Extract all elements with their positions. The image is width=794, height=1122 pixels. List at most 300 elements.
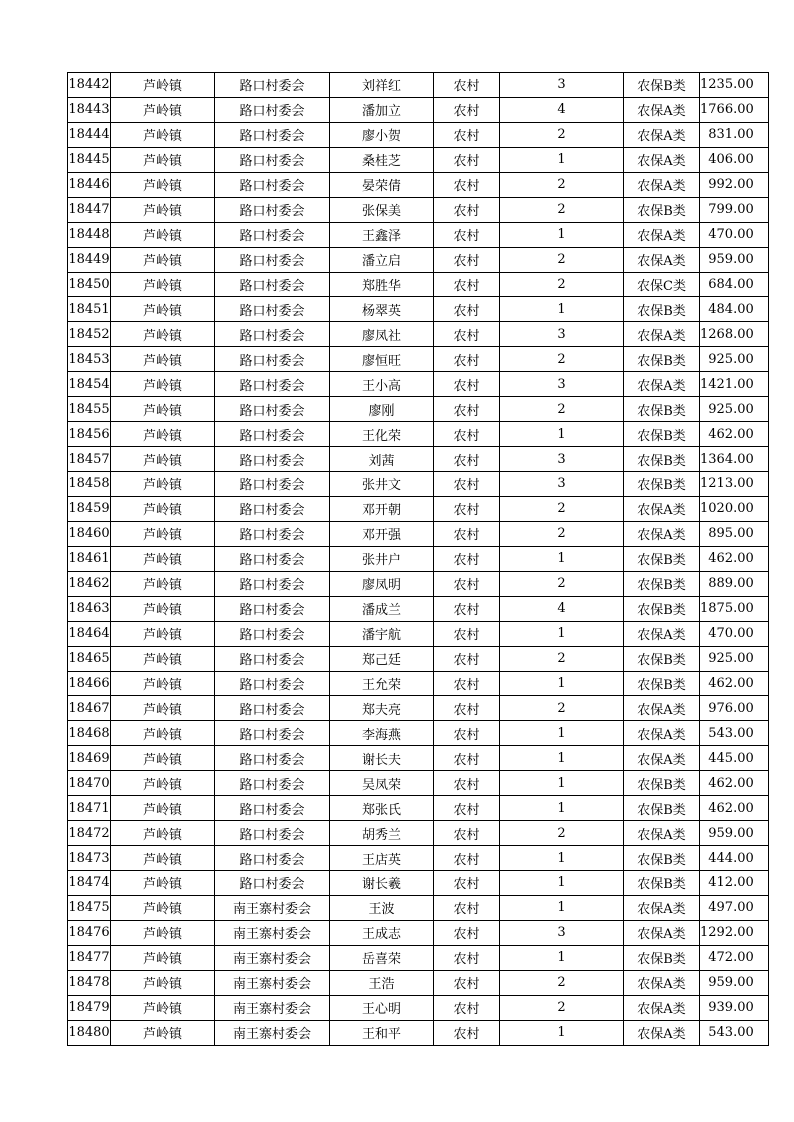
amount-cell: 1292.00: [700, 920, 769, 945]
record-number: 18479: [68, 995, 111, 1020]
table-row: [68, 621, 769, 646]
table-row: [68, 796, 769, 821]
table-row: [68, 397, 769, 422]
record-number: 18453: [68, 347, 111, 372]
amount-cell: 484.00: [700, 297, 769, 322]
name-cell: 廖小贺: [330, 122, 434, 147]
name-cell: 岳喜荣: [330, 945, 434, 970]
name-cell: 谢长羲: [330, 871, 434, 896]
record-number: 18476: [68, 920, 111, 945]
village-committee-cell: 路口村委会: [215, 97, 330, 122]
insurance-category-cell: 农保B类: [624, 73, 700, 98]
table-row: [68, 422, 769, 447]
household-type-cell: 农村: [434, 846, 500, 871]
table-row: [68, 571, 769, 596]
table-row: [68, 995, 769, 1020]
record-number: 18471: [68, 796, 111, 821]
amount-cell: 889.00: [700, 571, 769, 596]
record-number: 18444: [68, 122, 111, 147]
insurance-category-cell: 农保A类: [624, 372, 700, 397]
insurance-category-cell: 农保A类: [624, 122, 700, 147]
household-type-cell: 农村: [434, 771, 500, 796]
amount-cell: 959.00: [700, 821, 769, 846]
record-number: 18464: [68, 621, 111, 646]
table-row: [68, 945, 769, 970]
village-committee-cell: 路口村委会: [215, 696, 330, 721]
household-type-cell: 农村: [434, 322, 500, 347]
household-type-cell: 农村: [434, 995, 500, 1020]
name-cell: 李海燕: [330, 721, 434, 746]
village-committee-cell: 路口村委会: [215, 621, 330, 646]
amount-cell: 472.00: [700, 945, 769, 970]
household-type-cell: 农村: [434, 222, 500, 247]
table-row: [68, 172, 769, 197]
household-size-cell: 1: [500, 796, 624, 821]
record-number: 18455: [68, 397, 111, 422]
insurance-category-cell: 农保B类: [624, 447, 700, 472]
town-cell: 芦岭镇: [111, 995, 215, 1020]
name-cell: 郑张氏: [330, 796, 434, 821]
household-type-cell: 农村: [434, 821, 500, 846]
village-committee-cell: 南王寨村委会: [215, 945, 330, 970]
household-type-cell: 农村: [434, 796, 500, 821]
household-size-cell: 1: [500, 846, 624, 871]
town-cell: 芦岭镇: [111, 172, 215, 197]
record-number: 18477: [68, 945, 111, 970]
name-cell: 郑夫亮: [330, 696, 434, 721]
amount-cell: 939.00: [700, 995, 769, 1020]
village-committee-cell: 路口村委会: [215, 596, 330, 621]
insurance-category-cell: 农保A类: [624, 172, 700, 197]
household-type-cell: 农村: [434, 895, 500, 920]
town-cell: 芦岭镇: [111, 796, 215, 821]
record-number: 18473: [68, 846, 111, 871]
insurance-category-cell: 农保A类: [624, 147, 700, 172]
table-row: [68, 846, 769, 871]
name-cell: 王化荣: [330, 422, 434, 447]
town-cell: 芦岭镇: [111, 247, 215, 272]
record-number: 18462: [68, 571, 111, 596]
insurance-category-cell: 农保A类: [624, 895, 700, 920]
insurance-category-cell: 农保A类: [624, 97, 700, 122]
name-cell: 邓开朝: [330, 496, 434, 521]
household-type-cell: 农村: [434, 422, 500, 447]
household-type-cell: 农村: [434, 147, 500, 172]
household-size-cell: 2: [500, 397, 624, 422]
amount-cell: 1213.00: [700, 472, 769, 497]
town-cell: 芦岭镇: [111, 945, 215, 970]
name-cell: 王鑫泽: [330, 222, 434, 247]
village-committee-cell: 南王寨村委会: [215, 895, 330, 920]
household-size-cell: 2: [500, 197, 624, 222]
name-cell: 张保美: [330, 197, 434, 222]
name-cell: 廖凤明: [330, 571, 434, 596]
amount-cell: 445.00: [700, 746, 769, 771]
household-size-cell: 3: [500, 447, 624, 472]
name-cell: 刘祥红: [330, 73, 434, 98]
household-size-cell: 3: [500, 372, 624, 397]
insurance-category-cell: 农保A类: [624, 970, 700, 995]
record-number: 18467: [68, 696, 111, 721]
household-size-cell: 1: [500, 422, 624, 447]
village-committee-cell: 南王寨村委会: [215, 995, 330, 1020]
record-number: 18454: [68, 372, 111, 397]
amount-cell: 799.00: [700, 197, 769, 222]
insurance-category-cell: 农保A类: [624, 247, 700, 272]
village-committee-cell: 路口村委会: [215, 422, 330, 447]
town-cell: 芦岭镇: [111, 821, 215, 846]
household-type-cell: 农村: [434, 122, 500, 147]
town-cell: 芦岭镇: [111, 596, 215, 621]
town-cell: 芦岭镇: [111, 895, 215, 920]
town-cell: 芦岭镇: [111, 920, 215, 945]
amount-cell: 895.00: [700, 521, 769, 546]
household-type-cell: 农村: [434, 571, 500, 596]
household-type-cell: 农村: [434, 297, 500, 322]
table-row: [68, 696, 769, 721]
household-size-cell: 1: [500, 546, 624, 571]
record-number: 18472: [68, 821, 111, 846]
table-row: [68, 197, 769, 222]
town-cell: 芦岭镇: [111, 496, 215, 521]
name-cell: 桑桂芝: [330, 147, 434, 172]
village-committee-cell: 路口村委会: [215, 122, 330, 147]
town-cell: 芦岭镇: [111, 197, 215, 222]
insurance-category-cell: 农保B类: [624, 347, 700, 372]
amount-cell: 462.00: [700, 771, 769, 796]
town-cell: 芦岭镇: [111, 646, 215, 671]
insurance-category-cell: 农保A类: [624, 920, 700, 945]
table-row: [68, 1020, 769, 1045]
insurance-category-cell: 农保B类: [624, 596, 700, 621]
amount-cell: 925.00: [700, 347, 769, 372]
name-cell: 王成志: [330, 920, 434, 945]
household-type-cell: 农村: [434, 646, 500, 671]
village-committee-cell: 路口村委会: [215, 646, 330, 671]
record-number: 18465: [68, 646, 111, 671]
amount-cell: 444.00: [700, 846, 769, 871]
village-committee-cell: 路口村委会: [215, 372, 330, 397]
record-number: 18461: [68, 546, 111, 571]
household-size-cell: 3: [500, 322, 624, 347]
name-cell: 廖刚: [330, 397, 434, 422]
table-row: [68, 322, 769, 347]
household-size-cell: 4: [500, 97, 624, 122]
table-row: [68, 496, 769, 521]
name-cell: 胡秀兰: [330, 821, 434, 846]
name-cell: 晏荣倩: [330, 172, 434, 197]
name-cell: 潘立启: [330, 247, 434, 272]
household-size-cell: 2: [500, 646, 624, 671]
table-row: [68, 771, 769, 796]
insurance-category-cell: 农保A类: [624, 995, 700, 1020]
household-size-cell: 1: [500, 721, 624, 746]
town-cell: 芦岭镇: [111, 571, 215, 596]
village-committee-cell: 路口村委会: [215, 771, 330, 796]
town-cell: 芦岭镇: [111, 297, 215, 322]
household-type-cell: 农村: [434, 1020, 500, 1045]
household-type-cell: 农村: [434, 546, 500, 571]
village-committee-cell: 路口村委会: [215, 73, 330, 98]
table-row: [68, 871, 769, 896]
insurance-category-cell: 农保B类: [624, 546, 700, 571]
name-cell: 潘成兰: [330, 596, 434, 621]
household-size-cell: 2: [500, 521, 624, 546]
record-number: 18448: [68, 222, 111, 247]
table-row: [68, 122, 769, 147]
insurance-category-cell: 农保B类: [624, 422, 700, 447]
name-cell: 王心明: [330, 995, 434, 1020]
table-row: [68, 247, 769, 272]
household-type-cell: 农村: [434, 172, 500, 197]
household-size-cell: 2: [500, 571, 624, 596]
table-row: [68, 73, 769, 98]
town-cell: 芦岭镇: [111, 846, 215, 871]
records-table: [67, 72, 769, 1046]
village-committee-cell: 路口村委会: [215, 521, 330, 546]
town-cell: 芦岭镇: [111, 422, 215, 447]
village-committee-cell: 路口村委会: [215, 871, 330, 896]
village-committee-cell: 路口村委会: [215, 247, 330, 272]
town-cell: 芦岭镇: [111, 397, 215, 422]
town-cell: 芦岭镇: [111, 222, 215, 247]
town-cell: 芦岭镇: [111, 73, 215, 98]
record-number: 18445: [68, 147, 111, 172]
table-row: [68, 821, 769, 846]
town-cell: 芦岭镇: [111, 1020, 215, 1045]
name-cell: 张井文: [330, 472, 434, 497]
record-number: 18470: [68, 771, 111, 796]
household-type-cell: 农村: [434, 920, 500, 945]
insurance-category-cell: 农保B类: [624, 945, 700, 970]
household-type-cell: 农村: [434, 472, 500, 497]
table-row: [68, 596, 769, 621]
town-cell: 芦岭镇: [111, 521, 215, 546]
town-cell: 芦岭镇: [111, 671, 215, 696]
amount-cell: 462.00: [700, 546, 769, 571]
village-committee-cell: 路口村委会: [215, 172, 330, 197]
amount-cell: 959.00: [700, 970, 769, 995]
table-row: [68, 671, 769, 696]
table-row: [68, 447, 769, 472]
household-size-cell: 1: [500, 746, 624, 771]
name-cell: 郑胜华: [330, 272, 434, 297]
household-size-cell: 1: [500, 871, 624, 896]
record-number: 18475: [68, 895, 111, 920]
village-committee-cell: 路口村委会: [215, 546, 330, 571]
insurance-category-cell: 农保A类: [624, 1020, 700, 1045]
amount-cell: 406.00: [700, 147, 769, 172]
amount-cell: 1020.00: [700, 496, 769, 521]
village-committee-cell: 路口村委会: [215, 347, 330, 372]
record-number: 18466: [68, 671, 111, 696]
village-committee-cell: 路口村委会: [215, 796, 330, 821]
table-row: [68, 521, 769, 546]
insurance-category-cell: 农保A类: [624, 696, 700, 721]
name-cell: 王小高: [330, 372, 434, 397]
town-cell: 芦岭镇: [111, 147, 215, 172]
name-cell: 谢长夫: [330, 746, 434, 771]
household-size-cell: 2: [500, 970, 624, 995]
record-number: 18463: [68, 596, 111, 621]
amount-cell: 1235.00: [700, 73, 769, 98]
village-committee-cell: 路口村委会: [215, 222, 330, 247]
village-committee-cell: 路口村委会: [215, 846, 330, 871]
town-cell: 芦岭镇: [111, 447, 215, 472]
village-committee-cell: 路口村委会: [215, 721, 330, 746]
insurance-category-cell: 农保B类: [624, 671, 700, 696]
amount-cell: 684.00: [700, 272, 769, 297]
household-type-cell: 农村: [434, 372, 500, 397]
village-committee-cell: 路口村委会: [215, 472, 330, 497]
town-cell: 芦岭镇: [111, 621, 215, 646]
household-size-cell: 3: [500, 472, 624, 497]
village-committee-cell: 路口村委会: [215, 571, 330, 596]
insurance-category-cell: 农保B类: [624, 197, 700, 222]
record-number: 18452: [68, 322, 111, 347]
record-number: 18447: [68, 197, 111, 222]
household-type-cell: 农村: [434, 671, 500, 696]
table-row: [68, 272, 769, 297]
household-size-cell: 4: [500, 596, 624, 621]
household-type-cell: 农村: [434, 197, 500, 222]
village-committee-cell: 路口村委会: [215, 297, 330, 322]
town-cell: 芦岭镇: [111, 871, 215, 896]
name-cell: 吴凤荣: [330, 771, 434, 796]
amount-cell: 543.00: [700, 1020, 769, 1045]
amount-cell: 976.00: [700, 696, 769, 721]
town-cell: 芦岭镇: [111, 372, 215, 397]
household-size-cell: 1: [500, 671, 624, 696]
insurance-category-cell: 农保B类: [624, 472, 700, 497]
insurance-category-cell: 农保C类: [624, 272, 700, 297]
household-size-cell: 2: [500, 696, 624, 721]
record-number: 18469: [68, 746, 111, 771]
table-row: [68, 97, 769, 122]
town-cell: 芦岭镇: [111, 546, 215, 571]
record-number: 18478: [68, 970, 111, 995]
record-number: 18456: [68, 422, 111, 447]
household-type-cell: 农村: [434, 871, 500, 896]
household-size-cell: 1: [500, 297, 624, 322]
record-number: 18450: [68, 272, 111, 297]
insurance-category-cell: 农保A类: [624, 322, 700, 347]
name-cell: 王和平: [330, 1020, 434, 1045]
insurance-category-cell: 农保A类: [624, 621, 700, 646]
name-cell: 邓开强: [330, 521, 434, 546]
household-size-cell: 1: [500, 147, 624, 172]
amount-cell: 1421.00: [700, 372, 769, 397]
town-cell: 芦岭镇: [111, 721, 215, 746]
household-type-cell: 农村: [434, 447, 500, 472]
household-type-cell: 农村: [434, 247, 500, 272]
name-cell: 张井户: [330, 546, 434, 571]
amount-cell: 470.00: [700, 621, 769, 646]
table-row: [68, 646, 769, 671]
table-row: [68, 372, 769, 397]
record-number: 18468: [68, 721, 111, 746]
insurance-category-cell: 农保B类: [624, 796, 700, 821]
town-cell: 芦岭镇: [111, 970, 215, 995]
table-row: [68, 297, 769, 322]
household-size-cell: 2: [500, 347, 624, 372]
table-row: [68, 147, 769, 172]
village-committee-cell: 路口村委会: [215, 322, 330, 347]
household-type-cell: 农村: [434, 945, 500, 970]
town-cell: 芦岭镇: [111, 122, 215, 147]
insurance-category-cell: 农保A类: [624, 821, 700, 846]
name-cell: 潘宇航: [330, 621, 434, 646]
record-number: 18457: [68, 447, 111, 472]
amount-cell: 831.00: [700, 122, 769, 147]
table-row: [68, 895, 769, 920]
table-row: [68, 472, 769, 497]
insurance-category-cell: 农保A类: [624, 222, 700, 247]
amount-cell: 925.00: [700, 397, 769, 422]
village-committee-cell: 路口村委会: [215, 746, 330, 771]
household-size-cell: 1: [500, 1020, 624, 1045]
town-cell: 芦岭镇: [111, 472, 215, 497]
amount-cell: 1268.00: [700, 322, 769, 347]
insurance-category-cell: 农保A类: [624, 746, 700, 771]
insurance-category-cell: 农保A类: [624, 721, 700, 746]
amount-cell: 1364.00: [700, 447, 769, 472]
table-row: [68, 721, 769, 746]
town-cell: 芦岭镇: [111, 322, 215, 347]
insurance-category-cell: 农保B类: [624, 846, 700, 871]
amount-cell: 462.00: [700, 796, 769, 821]
record-number: 18474: [68, 871, 111, 896]
table-row: [68, 347, 769, 372]
amount-cell: 462.00: [700, 671, 769, 696]
name-cell: 潘加立: [330, 97, 434, 122]
record-number: 18443: [68, 97, 111, 122]
household-size-cell: 1: [500, 621, 624, 646]
household-size-cell: 1: [500, 895, 624, 920]
insurance-category-cell: 农保B类: [624, 646, 700, 671]
amount-cell: 1875.00: [700, 596, 769, 621]
name-cell: 王波: [330, 895, 434, 920]
household-type-cell: 农村: [434, 746, 500, 771]
village-committee-cell: 路口村委会: [215, 147, 330, 172]
name-cell: 廖凤社: [330, 322, 434, 347]
records-table-body: [68, 73, 769, 1046]
insurance-category-cell: 农保B类: [624, 771, 700, 796]
record-number: 18459: [68, 496, 111, 521]
town-cell: 芦岭镇: [111, 746, 215, 771]
table-row: [68, 970, 769, 995]
record-number: 18446: [68, 172, 111, 197]
insurance-category-cell: 农保B类: [624, 871, 700, 896]
village-committee-cell: 南王寨村委会: [215, 1020, 330, 1045]
household-type-cell: 农村: [434, 621, 500, 646]
amount-cell: 497.00: [700, 895, 769, 920]
household-type-cell: 农村: [434, 696, 500, 721]
table-row: [68, 222, 769, 247]
household-size-cell: 2: [500, 172, 624, 197]
household-size-cell: 1: [500, 222, 624, 247]
amount-cell: 925.00: [700, 646, 769, 671]
name-cell: 廖恒旺: [330, 347, 434, 372]
household-size-cell: 3: [500, 920, 624, 945]
town-cell: 芦岭镇: [111, 97, 215, 122]
insurance-category-cell: 农保B类: [624, 571, 700, 596]
table-row: [68, 746, 769, 771]
amount-cell: 543.00: [700, 721, 769, 746]
household-type-cell: 农村: [434, 721, 500, 746]
household-type-cell: 农村: [434, 97, 500, 122]
village-committee-cell: 南王寨村委会: [215, 970, 330, 995]
